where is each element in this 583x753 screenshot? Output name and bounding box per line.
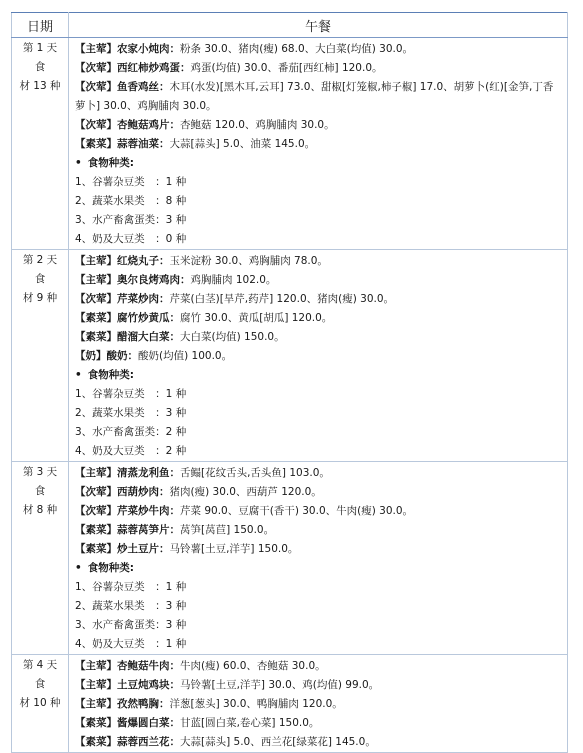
dish-ingredients: 舌鳎[花纹舌头,舌头鱼] 103.0。 [180, 467, 330, 479]
dish-row [75, 540, 563, 559]
dish-title: 【素菜】蒜蓉油菜： [75, 138, 170, 150]
dish-title: 【主荤】孜然鸭胸： [75, 698, 170, 710]
dish-ingredients: 马铃薯[土豆,洋芋] 150.0。 [169, 543, 299, 555]
dish-name: 孜然鸭胸 [117, 698, 159, 710]
food-type-item: 3、水产畜禽蛋类：2 种 [75, 426, 187, 438]
dish-name: 鱼香鸡丝 [117, 81, 159, 93]
food-type-item: 1、谷薯杂豆类 ：1 种 [75, 581, 187, 593]
dish-name: 农家小炖肉 [117, 43, 170, 55]
day-row [12, 462, 568, 655]
menu-table-container [11, 12, 567, 753]
dish-row [75, 676, 563, 695]
food-type-item: 1、谷薯杂豆类 ：1 种 [75, 388, 187, 400]
dish-category-tag: 【主荤】 [75, 660, 117, 672]
dish-category-tag: 【次荤】 [75, 293, 117, 305]
food-type-item: 4、奶及大豆类 ：1 种 [75, 638, 187, 650]
dish-row [75, 695, 563, 714]
day-label-line: 第 1 天 [22, 42, 58, 54]
dish-name: 蒜蓉西兰花 [117, 736, 170, 748]
dish-ingredients: 芹菜 90.0、豆腐干(香干) 30.0、牛肉(瘦) 30.0。 [180, 505, 414, 517]
dish-name: 清蒸龙利鱼 [117, 467, 170, 479]
dish-title: 【素菜】腐竹炒黄瓜： [75, 312, 180, 324]
day-cell [12, 250, 69, 462]
dish-ingredients: 牛肉(瘦) 60.0、杏鲍菇 30.0。 [180, 660, 326, 672]
dish-row [75, 733, 563, 752]
dish-title: 【次荤】西红柿炒鸡蛋： [75, 62, 191, 74]
dish-category-tag: 【素菜】 [75, 331, 117, 343]
dish-title: 【主荤】清蒸龙利鱼： [75, 467, 180, 479]
dish-title: 【次荤】芹菜炒肉： [75, 293, 170, 305]
lunch-cell [69, 38, 568, 250]
dish-name: 西葫炒肉 [117, 486, 159, 498]
dish-category-tag: 【主荤】 [75, 274, 117, 286]
menu-body [12, 38, 568, 753]
dish-ingredients: 鸡蛋(均值) 30.0、番茄[西红柿] 120.0。 [190, 62, 383, 74]
food-types-heading: • 食物种类: [75, 366, 563, 385]
dish-title: 【次荤】鱼香鸡丝： [75, 81, 170, 93]
dish-ingredients: 甘蓝[圆白菜,卷心菜] 150.0。 [180, 717, 320, 729]
dish-name: 杏鲍菇牛肉 [117, 660, 170, 672]
dish-ingredients: 酸奶(均值) 100.0。 [138, 350, 233, 362]
day-label-line: 第 2 天 [22, 254, 58, 266]
dish-ingredients: 玉米淀粉 30.0、鸡胸脯肉 78.0。 [169, 255, 328, 267]
dish-name: 杏鲍菇鸡片 [117, 119, 170, 131]
dish-ingredients: 莴笋[莴苣] 150.0。 [180, 524, 275, 536]
dish-row [75, 116, 563, 135]
dish-row [75, 714, 563, 733]
dish-ingredients: 猪肉(瘦) 30.0、西葫芦 120.0。 [169, 486, 322, 498]
dish-row [75, 464, 563, 483]
dish-row [75, 502, 563, 521]
dish-row [75, 78, 563, 116]
day-label-line: 第 3 天 [22, 466, 58, 478]
dish-name: 蒜蓉莴笋片 [117, 524, 170, 536]
dish-name: 土豆炖鸡块 [117, 679, 170, 691]
day-row [12, 250, 568, 462]
dish-title: 【素菜】炒土豆片： [75, 543, 170, 555]
dish-ingredients: 鸡胸脯肉 102.0。 [190, 274, 277, 286]
dish-name: 西红柿炒鸡蛋 [117, 62, 180, 74]
dish-row [75, 135, 563, 154]
dish-title: 【主荤】奥尔良烤鸡肉： [75, 274, 191, 286]
dish-name: 芹菜炒牛肉 [117, 505, 170, 517]
day-label-line: 食 [34, 678, 46, 690]
dish-ingredients: 洋葱[葱头] 30.0、鸭胸脯肉 120.0。 [169, 698, 343, 710]
day-cell [12, 655, 69, 753]
dish-category-tag: 【素菜】 [75, 543, 117, 555]
dish-category-tag: 【主荤】 [75, 43, 117, 55]
dish-row [75, 328, 563, 347]
food-type-item: 2、蔬菜水果类 ：3 种 [75, 600, 187, 612]
lunch-cell [69, 250, 568, 462]
day-row [12, 655, 568, 753]
food-type-item: 1、谷薯杂豆类 ：1 种 [75, 176, 187, 188]
day-row [12, 38, 568, 250]
dish-row [75, 483, 563, 502]
lunch-cell [69, 655, 568, 753]
dish-title: 【主荤】土豆炖鸡块： [75, 679, 180, 691]
food-type-item: 3、水产畜禽蛋类：3 种 [75, 619, 187, 631]
dish-category-tag: 【奶】 [75, 350, 107, 362]
dish-row [75, 59, 563, 78]
dish-ingredients: 大蒜[蒜头] 5.0、西兰花[绿菜花] 145.0。 [180, 736, 376, 748]
dish-title: 【主荤】农家小炖肉： [75, 43, 180, 55]
dish-name: 腐竹炒黄瓜 [117, 312, 170, 324]
dish-ingredients: 大白菜(均值) 150.0。 [180, 331, 285, 343]
food-type-item: 2、蔬菜水果类 ：3 种 [75, 407, 187, 419]
dish-ingredients: 粉条 30.0、猪肉(瘦) 68.0、大白菜(均值) 30.0。 [180, 43, 414, 55]
dish-category-tag: 【素菜】 [75, 717, 117, 729]
dish-category-tag: 【次荤】 [75, 119, 117, 131]
day-cell [12, 462, 69, 655]
dish-category-tag: 【素菜】 [75, 138, 117, 150]
dish-ingredients: 芹菜(白茎)[旱芹,药芹] 120.0、猪肉(瘦) 30.0。 [169, 293, 395, 305]
dish-name: 炒土豆片 [117, 543, 159, 555]
dish-title: 【素菜】蒜蓉莴笋片： [75, 524, 180, 536]
dish-ingredients: 大蒜[蒜头] 5.0、油菜 145.0。 [169, 138, 316, 150]
dish-category-tag: 【主荤】 [75, 255, 117, 267]
lunch-cell [69, 462, 568, 655]
dish-category-tag: 【主荤】 [75, 679, 117, 691]
dish-name: 醋溜大白菜 [117, 331, 170, 343]
menu-table [11, 12, 568, 753]
dish-ingredients: 马铃薯[土豆,洋芋] 30.0、鸡(均值) 99.0。 [180, 679, 380, 691]
dish-name: 芹菜炒肉 [117, 293, 159, 305]
dish-row [75, 40, 563, 59]
dish-category-tag: 【素菜】 [75, 736, 117, 748]
dish-row [75, 252, 563, 271]
day-label-line: 材 9 种 [22, 292, 58, 304]
food-types-heading: • 食物种类: [75, 154, 563, 173]
food-type-item: 3、水产畜禽蛋类：3 种 [75, 214, 187, 226]
day-label-line: 食 [34, 273, 46, 285]
dish-row [75, 347, 563, 366]
dish-ingredients: 杏鲍菇 120.0、鸡胸脯肉 30.0。 [180, 119, 335, 131]
day-label-line: 食 [34, 61, 46, 73]
dish-title: 【次荤】芹菜炒牛肉： [75, 505, 180, 517]
dish-category-tag: 【次荤】 [75, 505, 117, 517]
dish-category-tag: 【素菜】 [75, 524, 117, 536]
dish-title: 【次荤】杏鲍菇鸡片： [75, 119, 180, 131]
dish-ingredients: 木耳(水发)[黑木耳,云耳] 73.0、甜椒[灯笼椒,柿子椒] 17.0、胡萝卜(红)[金笋,丁香萝卜] 30.0、鸡胸脯肉 30.0。 [75, 81, 554, 112]
dish-ingredients: 腐竹 30.0、黄瓜[胡瓜] 120.0。 [180, 312, 333, 324]
dish-row [75, 309, 563, 328]
food-type-item: 4、奶及大豆类 ：2 种 [75, 445, 187, 457]
dish-row [75, 290, 563, 309]
dish-category-tag: 【次荤】 [75, 81, 117, 93]
dish-category-tag: 【主荤】 [75, 467, 117, 479]
dish-title: 【主荤】杏鲍菇牛肉： [75, 660, 180, 672]
dish-name: 酸奶 [106, 350, 128, 362]
dish-name: 奥尔良烤鸡肉 [117, 274, 180, 286]
dish-title: 【奶】酸奶： [75, 350, 138, 362]
dish-category-tag: 【次荤】 [75, 486, 117, 498]
day-label-line: 第 4 天 [22, 659, 58, 671]
dish-category-tag: 【素菜】 [75, 312, 117, 324]
dish-name: 蒜蓉油菜 [117, 138, 159, 150]
food-types-heading: • 食物种类: [75, 559, 563, 578]
dish-title: 【素菜】醋溜大白菜： [75, 331, 180, 343]
food-type-item: 2、蔬菜水果类 ：8 种 [75, 195, 187, 207]
day-label-line: 材 13 种 [19, 80, 61, 92]
dish-category-tag: 【主荤】 [75, 698, 117, 710]
food-type-item: 4、奶及大豆类 ：0 种 [75, 233, 187, 245]
day-label-line: 材 8 种 [22, 504, 58, 516]
dish-title: 【素菜】酱爆圆白菜： [75, 717, 180, 729]
day-label-line: 食 [34, 485, 46, 497]
header-date: 日期 [12, 13, 69, 38]
dish-title: 【次荤】西葫炒肉： [75, 486, 170, 498]
dish-row [75, 657, 563, 676]
day-cell [12, 38, 69, 250]
dish-row [75, 271, 563, 290]
dish-name: 红烧丸子 [117, 255, 159, 267]
dish-row [75, 521, 563, 540]
header-lunch: 午餐 [69, 13, 568, 38]
header-row [12, 13, 568, 38]
day-label-line: 材 10 种 [19, 697, 61, 709]
dish-title: 【主荤】红烧丸子： [75, 255, 170, 267]
dish-name: 酱爆圆白菜 [117, 717, 170, 729]
dish-category-tag: 【次荤】 [75, 62, 117, 74]
dish-title: 【素菜】蒜蓉西兰花： [75, 736, 180, 748]
